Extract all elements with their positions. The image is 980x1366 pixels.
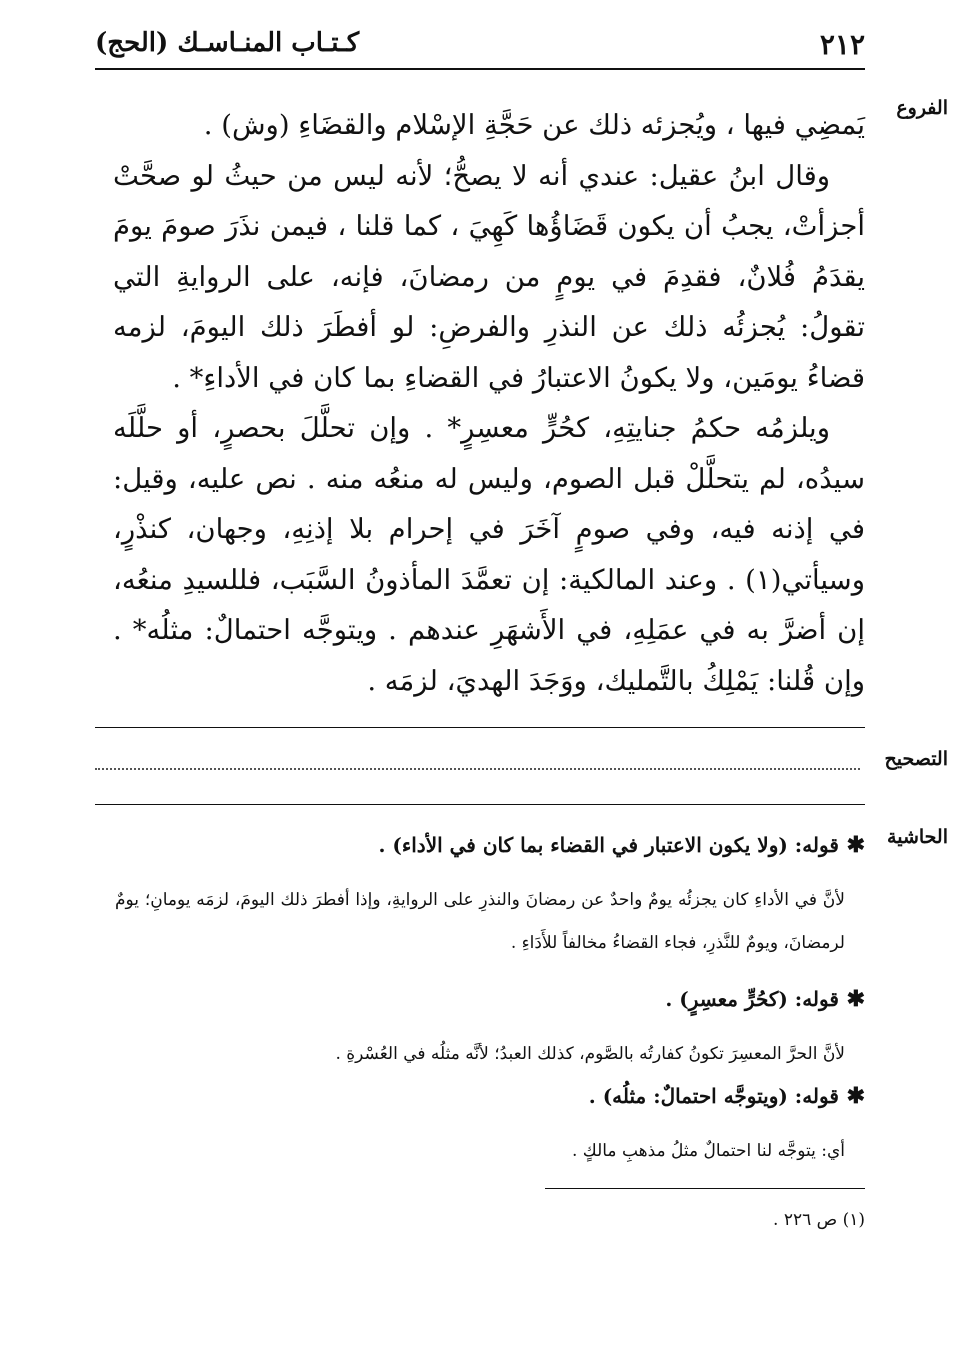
hashiya-quote-1 <box>115 825 865 865</box>
hashiya-section <box>115 825 865 1173</box>
hashiya-note-2: لأنَّ الحرَّ المعسِرَ تكونُ كفارتُه بالصَّوم، كذلك العبدُ؛ لأنَّه مثلُه في العُسْرةِ . <box>335 1044 845 1064</box>
tashih-top-rule <box>95 727 865 728</box>
footnote-rule <box>545 1188 865 1189</box>
asterisk-icon: ✱ <box>838 1083 865 1109</box>
hashiya-quote-3-label: قوله <box>802 1084 839 1108</box>
tashih-bottom-rule <box>95 804 865 805</box>
hashiya-quote-3-text: : (ويتوجَّه احتمالٌ: مثلُه) . <box>588 1084 803 1108</box>
hashiya-quote-2-label: قوله <box>802 987 839 1011</box>
asterisk-icon: ✱ <box>838 986 865 1012</box>
page-header <box>95 28 865 70</box>
hashiya-note-1: لأنَّ في الأداءِ كان يجزئُه يومٌ واحدٌ عن رمضانَ والنذرِ على الروايةِ، وإذا أفطرَ ذلك اليومَ، لزمَه يومانِ؛ يومٌ لرمضانَ، ويومٌ للنَّذرِ، فجاء القضاءُ مخالفاً للأَدَاءِ . <box>115 890 845 953</box>
running-title: كـتـاب المنـاسـك (الحج) <box>95 28 360 58</box>
hashiya-quote-1-text: : (ولا يكون الاعتبار في القضاء بما كان في الأداء) . <box>378 833 803 857</box>
margin-label-hashiya: الحاشية <box>887 826 948 848</box>
hashiya-quote-3 <box>115 1076 865 1116</box>
margin-label-tashih: التصحيح <box>884 748 948 770</box>
margin-label-furu: الفروع <box>896 97 948 119</box>
hashiya-note-3: أي: يتوجَّه لنا احتمالٌ مثلُ مذهبِ مالكٍ . <box>571 1141 845 1161</box>
asterisk-icon: ✱ <box>838 832 865 858</box>
page-number: ٢١٢ <box>819 28 865 61</box>
footnote: (١) ص ٢٢٦ . <box>773 1210 865 1230</box>
hashiya-quote-2 <box>115 979 865 1019</box>
main-paragraph-1: يَمضِي فيها ، ويُجزئه ذلك عن حَجَّةِ الإسْلام والقضَاءِ (وش) . <box>203 109 865 141</box>
hashiya-quote-1-label: قوله <box>802 833 839 857</box>
tashih-dotted-line <box>95 768 860 770</box>
main-paragraph-2: وقال ابنُ عقيل: عندي أنه لا يصحُّ؛ لأنه ليس من حيثُ لو صحَّتْ أجزأتْ، يجبُ أن يكون قَضَاؤُها كَهِيَ ، كما قلنا ، فيمن نذَرَ صومَ يومَ يقدَمُ فُلانٌ، فقدِمَ في يومٍ من رمضانَ، فإنه، على الروايةِ التي تقولُ: يُجزئُه ذلك عن النذرِ والفرضِ: لو أفطَرَ ذلك اليومَ، لزمه قضاءُ يومَين، ولا يكونُ الاعتبارُ في القضاءِ بما كان في الأداءِ* . <box>113 159 865 394</box>
hashiya-quote-2-text: : (كحُرٍّ معسِرٍ) . <box>665 987 803 1011</box>
main-paragraph-3: ويلزمُه حكمُ جنايتِهِ، كحُرٍّ معسِرٍ* . وإن تحلَّلَ بحصرٍ، أو حلَّلَه سيدُه، لم يتحلَّلْ قبل الصوم، وليس له منعُه منه . نص عليه، وقيل: في إذنه فيه، وفي صومٍ آخَرَ في إحرام بلا إذنِهِ، وجهان، كنذْرٍ، وسيأتي(١) . وعند المالكية: إن تعمَّدَ المأذونُ السَّبَب، فللسيدِ منعُه، إن أضرَّ به في عمَلِهِ، في الأَشهَرِ عندهم . ويتوجَّه احتمالٌ: مثلُه* . وإن قُلنا: يَمْلِكُ بالتَّمليك، ووَجَدَ الهديَ، لزمَه . <box>113 412 865 697</box>
main-text <box>113 100 865 706</box>
